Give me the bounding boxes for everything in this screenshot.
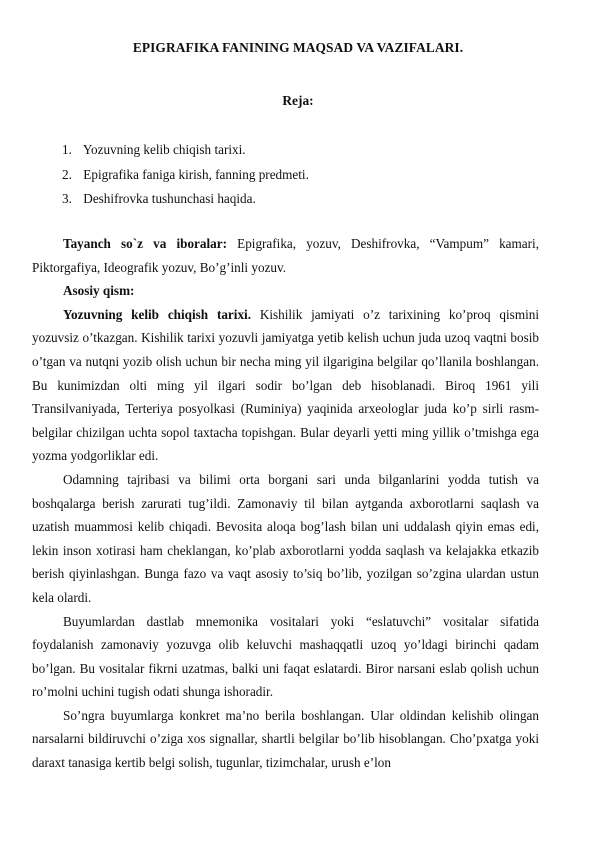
plan-item-text: Deshifrovka tushunchasi haqida.: [83, 191, 256, 206]
body-paragraph-4: So’ngra buyumlarga konkret ma’no berila boshlangan. Ular oldindan kelishib olingan narsalarni bildiruvchi o’ziga xos signallar, shartli belgilar bo’lib hisoblangan. Cho’pxatga yoki daraxt tanasiga kertib belgi solish, tugunlar, tizimchalar, urush e’lon: [32, 707, 539, 771]
main-heading-text: Asosiy qism:: [63, 283, 135, 299]
body-paragraph-3: Buyumlardan dastlab mnemonika vositalari yoki “eslatuvchi” vositalar sifatida foydalanish zamonaviy yozuvga olib keluvchi mashaqqatli uzoq yo’ldagi birinchi qadam bo’lgan. Bu vositalar fikrni uzatmas, balki uni faqat eslatardi. Biror narsani eslab qolish uchun ro’molni uchini tugish odati shunga ishoradir.: [32, 613, 539, 700]
main-section-heading: [32, 279, 539, 303]
plan-item: [62, 187, 309, 212]
plan-item-text: Epigrafika faniga kirish, fanning predmeti.: [83, 166, 309, 182]
plan-item: [62, 138, 309, 163]
key-terms-paragraph: [32, 232, 539, 279]
plan-list: [62, 138, 309, 212]
plan-item: [62, 163, 309, 188]
key-terms-text: Epigrafika, yozuv, Deshifrovka, “Vampum” kamari, Piktorgafiya, Ideografik yozuv, Bo’g’inli yozuv.: [32, 236, 539, 275]
section-label: Yozuvning kelib chiqish tarixi.: [63, 306, 252, 322]
plan-item-number: 3.: [62, 191, 72, 206]
plan-item-number: 2.: [62, 166, 72, 182]
plan-item-number: 1.: [62, 142, 72, 157]
document-body: [32, 232, 539, 775]
document-title: EPIGRAFIKA FANINING MAQSAD VA VAZIFALARI.: [132, 40, 464, 55]
body-paragraph-1: [32, 303, 539, 468]
paragraph-1-text: Kishilik jamiyati o’z tarixining ko’proq qismini yozuvsiz o’tkazgan. Kishilik tarixi yozuvli jamiyatga yetib kelish uchun juda uzoq vaqtni bosib o’tgan va nutqni yozib olish uchun bir necha ming yil ilgarigina belgilar qo’llanila boshlangan. Bu kunimizdan olti ming yil ilgari sodir bo’lgan deb hisoblanadi. Biroq 1961 yili Transilvaniyada, Terteriya posyolkasi (Ruminiya) yaqinida arxeologlar juda ko’p sirli rasm-belgilar chizilgan uchta sopol taxtacha topishgan. Bular deyarli yetti ming yillik o’tmishga ega yozma yodgorliklar edi.: [32, 306, 539, 464]
plan-item-text: Yozuvning kelib chiqish tarixi.: [82, 142, 246, 157]
key-terms-label: Tayanch so`z va iboralar:: [63, 236, 227, 251]
plan-heading: Reja:: [282, 93, 314, 108]
body-paragraph-2: Odamning tajribasi va bilimi orta borgani sari unda bilganlarini yodda tutish va boshqalarga berish zarurati tug’ildi. Zamonaviy til bilan aytganda axborotlarni saqlash va uzatish muammosi kelib chiqadi. Bevosita aloqa bog’lash bilan uni uddalash qiyin emas edi, lekin inson xotirasi ham cheklangan, ko’plab axborotlarni yodda saqlash va kelajakka etkazib berish qiyinlashgan. Bunga fazo va vaqt asosiy to’siq bo’lib, yozilgan so’zgina ulardan ustun kela olardi.: [32, 471, 539, 605]
